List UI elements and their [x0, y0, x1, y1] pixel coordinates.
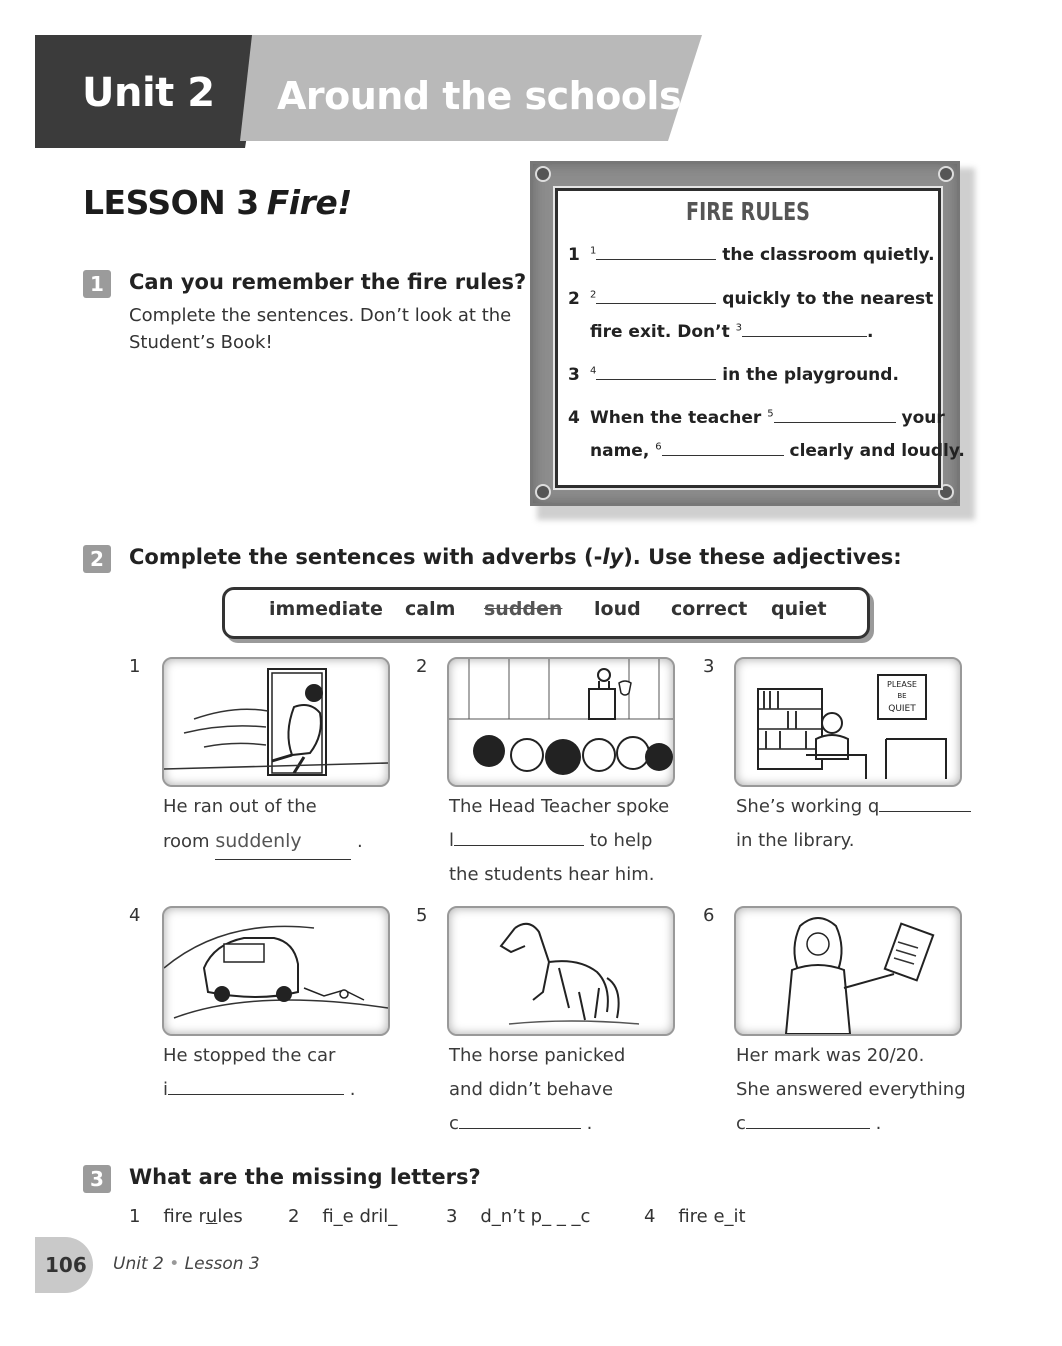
item-number: 4 [129, 905, 141, 926]
picture-running-out-of-room [162, 657, 390, 787]
fire-rule-3: 3 $^4$ in the playground. [568, 365, 899, 385]
answer-blank[interactable] [774, 408, 896, 423]
adjective-word: loud [594, 598, 641, 620]
answer-blank[interactable] [596, 289, 716, 304]
assembly-illustration [449, 659, 673, 785]
exercise-1-number: 1 [83, 270, 111, 298]
missing-letters-item-2: 2 fi_e dril_ [288, 1206, 398, 1227]
answer-blank[interactable] [168, 1080, 344, 1095]
car-illustration [164, 908, 388, 1034]
fire-rules-title: FIRE RULES [686, 197, 810, 226]
screw-icon [938, 166, 954, 182]
item-6-text: Her mark was 20/20. She answered everything c . [736, 1045, 966, 1134]
item-number: 3 [703, 656, 715, 677]
picture-head-teacher-speaking [447, 657, 675, 787]
adjective-word: immediate [269, 598, 383, 620]
missing-letters-item-4: 4 fire e_it [644, 1206, 746, 1227]
exercise-1-title: Can you remember the fire rules? [129, 270, 527, 294]
unit-title: Around the schools [277, 74, 682, 118]
picture-library [734, 657, 962, 787]
item-number: 1 [129, 656, 141, 677]
picture-girl-with-test [734, 906, 962, 1036]
exercise-2-number: 2 [83, 545, 111, 573]
item-2-text: The Head Teacher spoke l to help the students hear him. [449, 796, 670, 885]
please-be-quiet-sign-line: BE [897, 692, 907, 700]
answer-blank[interactable] [662, 441, 784, 456]
adjective-word-crossed: sudden [484, 598, 563, 620]
answer-blank[interactable] [596, 365, 716, 380]
item-5-text: The horse panicked and didn’t behave c . [449, 1045, 626, 1134]
answer-blank[interactable] [454, 831, 584, 846]
screw-icon [535, 166, 551, 182]
unit-label: Unit 2 [82, 70, 215, 116]
adjective-word: quiet [771, 598, 827, 620]
answer-blank[interactable] [596, 245, 716, 260]
answer-blank[interactable] [879, 797, 971, 812]
fire-rule-2: 2 $^2$ quickly to the nearest [568, 289, 934, 309]
answer-blank[interactable] [459, 1114, 581, 1129]
item-number: 6 [703, 905, 715, 926]
fire-rule-2-cont: fire exit. Don’t $^3$ . [590, 322, 874, 342]
exercise-3-title: What are the missing letters? [129, 1165, 481, 1189]
lesson-label: LESSON 3 [83, 183, 259, 222]
exercise-3-number: 3 [83, 1165, 111, 1193]
answer-blank[interactable] [746, 1114, 870, 1129]
girl-illustration [736, 908, 960, 1034]
fire-rule-1: 1 $^1$ the classroom quietly. [568, 245, 935, 265]
horse-illustration [449, 908, 673, 1034]
please-be-quiet-sign-line: QUIET [888, 704, 916, 714]
fire-rule-4: 4 When the teacher $^5$ your [568, 408, 945, 428]
answer-blank[interactable] [215, 824, 351, 860]
item-1-text: He ran out of the room suddenly . [163, 790, 363, 860]
adjective-word: calm [405, 598, 456, 620]
footer-breadcrumb: Unit 2 • Lesson 3 [113, 1254, 260, 1274]
item-number: 5 [416, 905, 428, 926]
adjective-word: correct [671, 598, 748, 620]
fire-rule-4-cont: name, $^6$ clearly and loudly. [590, 441, 965, 461]
library-illustration [736, 659, 960, 785]
lesson-heading [83, 183, 352, 222]
item-number: 2 [416, 656, 428, 677]
example-letter: u [205, 1206, 218, 1227]
exercise-1-instructions: Complete the sentences. Don’t look at the Student’s Book! [129, 305, 512, 353]
page-number: 106 [45, 1253, 87, 1277]
example-answer: suddenly [215, 830, 302, 852]
lesson-name: Fire! [266, 183, 352, 222]
missing-letters-item-3: 3 d_n’t p_ _ _c [446, 1206, 591, 1227]
please-be-quiet-sign-line: PLEASE [887, 680, 917, 689]
exercise-2-title: Complete the sentences with adverbs (-ly). Use these adjectives: [129, 545, 902, 569]
item-3-text: She’s working q in the library. [736, 790, 971, 858]
screw-icon [535, 484, 551, 500]
item-4-text: He stopped the car i . [163, 1045, 356, 1100]
missing-letters-item-1: 1 fire rules [129, 1206, 243, 1227]
picture-horse [447, 906, 675, 1036]
answer-blank[interactable] [742, 322, 867, 337]
picture-car-stopping [162, 906, 390, 1036]
boy-running-illustration [164, 659, 388, 785]
